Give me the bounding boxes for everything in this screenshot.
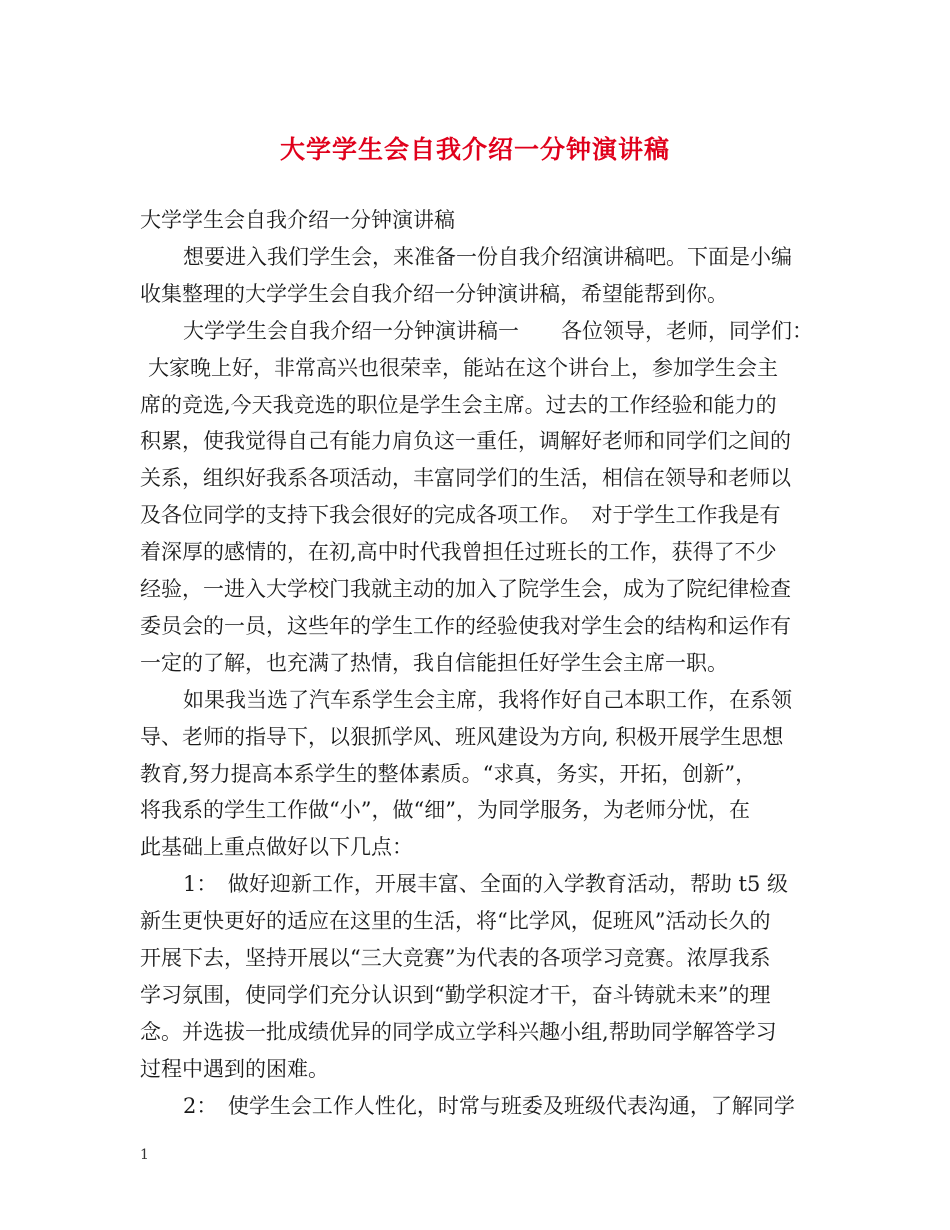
body-line: 关系，组织好我系各项活动，丰富同学们的生活，相信在领导和老师以 xyxy=(140,466,791,490)
body-line: 如果我当选了汽车系学生会主席，我将作好自己本职工作，在系领 xyxy=(183,688,792,712)
body-line: 想要进入我们学生会，来准备一份自我介绍演讲稿吧。下面是小编 xyxy=(183,245,792,269)
body-line: 大学学生会自我介绍一分钟演讲稿一 各位领导，老师，同学们： xyxy=(183,319,813,343)
body-line: 过程中遇到的困难。 xyxy=(140,1057,329,1081)
body-line: 将我系的学生工作做“小”，做“细”，为同学服务，为老师分忧，在 xyxy=(140,798,750,822)
body-line: 及各位同学的支持下我会很好的完成各项工作。 对于学生工作我是有 xyxy=(140,503,781,527)
page-number: 1 xyxy=(140,1147,149,1163)
body-line: 委员会的一员，这些年的学生工作的经验使我对学生会的结构和运作有 xyxy=(140,614,791,638)
body-line: 积累，使我觉得自己有能力肩负这一重任，调解好老师和同学们之间的 xyxy=(140,429,791,453)
body-line: 学习氛围，使同学们充分认识到“勤学积淀才干，奋斗铸就未来”的理 xyxy=(140,983,771,1007)
body-line: 大学学生会自我介绍一分钟演讲稿 xyxy=(140,208,455,232)
document-title: 大学学生会自我介绍一分钟演讲稿 xyxy=(279,135,670,164)
body-line: 一定的了解，也充满了热情，我自信能担任好学生会主席一职。 xyxy=(140,651,728,675)
body-line: 此基础上重点做好以下几点： xyxy=(140,835,413,859)
body-line: 2： 使学生会工作人性化，时常与班委及班级代表沟通，了解同学 xyxy=(183,1094,795,1118)
body-line: 念。并选拔一批成绩优异的同学成立学科兴趣小组,帮助同学解答学习 xyxy=(140,1020,777,1044)
body-line: 新生更快更好的适应在这里的生活，将“比学风，促班风”活动长久的 xyxy=(140,909,771,933)
body-line: 1： 做好迎新工作，开展丰富、全面的入学教育活动，帮助 t5 级 xyxy=(183,872,789,896)
body-line: 导、老师的指导下，以狠抓学风、班风建设为方向, 积极开展学生思想 xyxy=(140,725,784,749)
body-line: 着深厚的感情的，在初,高中时代我曾担任过班长的工作，获得了不少 xyxy=(140,540,777,564)
body-line: 开展下去，坚持开展以“三大竞赛”为代表的各项学习竞赛。浓厚我系 xyxy=(140,946,771,970)
body-line: 教育,努力提高本系学生的整体素质。“求真，务实，开拓，创新”， xyxy=(140,762,757,786)
body-line: 大家晚上好，非常高兴也很荣幸，能站在这个讲台上，参加学生会主 xyxy=(148,356,778,380)
body-line: 经验，一进入大学校门我就主动的加入了院学生会，成为了院纪律检查 xyxy=(140,577,791,601)
body-line: 收集整理的大学学生会自我介绍一分钟演讲稿，希望能帮到你。 xyxy=(140,282,728,306)
body-line: 席的竞选,今天我竞选的职位是学生会主席。过去的工作经验和能力的 xyxy=(140,393,777,417)
